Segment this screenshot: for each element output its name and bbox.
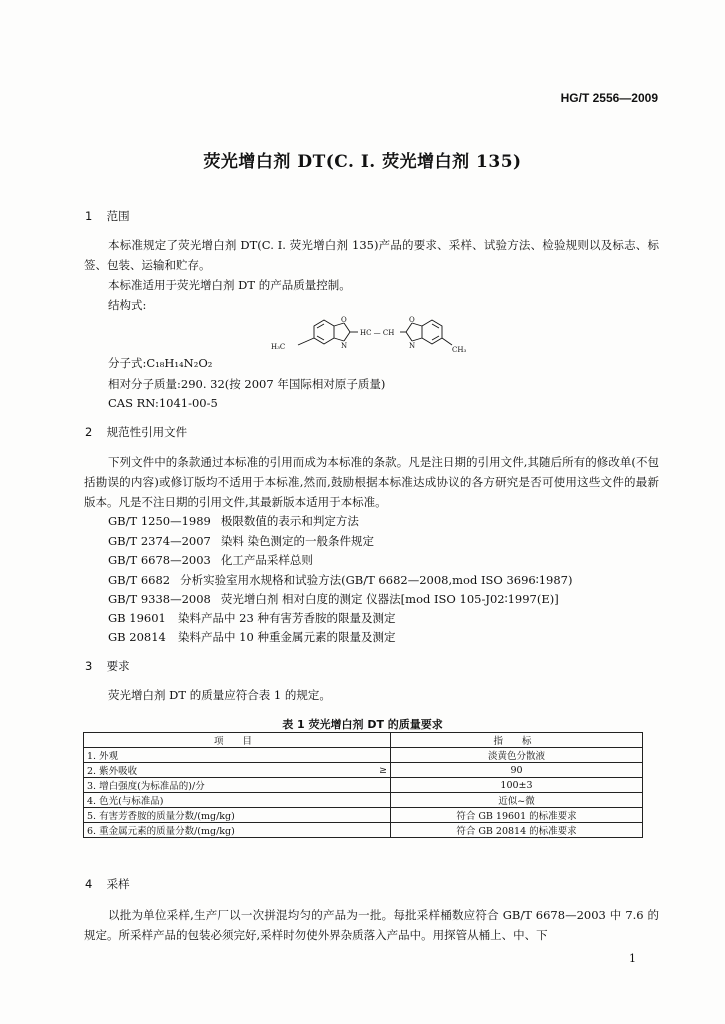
- section-number: 3: [85, 659, 93, 673]
- item-cell: 3. 增白强度(为标准品的)/分: [84, 778, 365, 793]
- molecular-mass: 相对分子质量:290. 32(按 2007 年国际相对原子质量): [108, 377, 386, 391]
- item-cell: 6. 重金属元素的质量分数/(mg/kg): [84, 823, 365, 838]
- table-header-row: [84, 733, 643, 748]
- section-title: 要求: [106, 659, 130, 673]
- reference-title: 荧光增白剂 相对白度的测定 仪器法[mod ISO 105-J02∶1997(E)]: [220, 592, 559, 606]
- reference-title: 染料 染色测定的一般条件规定: [220, 534, 375, 548]
- page-number: 1: [629, 952, 636, 965]
- reference-title: 染料产品中 10 种重金属元素的限量及测定: [178, 630, 396, 644]
- symbol-cell: [364, 793, 391, 808]
- reference-item: [108, 610, 395, 626]
- methyl-left: H₃C: [271, 343, 286, 351]
- oxygen-left: O: [341, 316, 347, 324]
- section-number: 1: [85, 209, 93, 223]
- section-4-heading: [85, 876, 130, 892]
- page-title: 荧光增白剂 DT(C. I. 荧光增白剂 135): [203, 152, 522, 172]
- reference-item: [108, 572, 572, 588]
- standard-code: HG/T 2556—2009: [560, 91, 658, 105]
- indicator-cell: 近似~微: [391, 793, 643, 808]
- reference-code: GB/T 6678—2003: [108, 553, 211, 567]
- section-number: 2: [85, 425, 93, 439]
- item-cell: 1. 外观: [84, 748, 365, 763]
- indicator-cell: 符合 GB 19601 的标准要求: [391, 808, 643, 823]
- nitrogen-left: N: [341, 342, 348, 350]
- scope-paragraph-2: 本标准适用于荧光增白剂 DT 的产品质量控制。: [108, 278, 351, 292]
- section-3-heading: [85, 658, 130, 674]
- structure-label: 结构式:: [108, 298, 147, 312]
- reference-item: [108, 629, 395, 645]
- sampling-paragraph: 以批为单位采样,生产厂以一次拼混均匀的产品为一批。每批采样桶数应符合 GB/T 6678—2003 中 7.6 的规定。所采样产品的包装必须完好,采样时勿使外界杂质落入产品中。用探管从桶上、中、下: [84, 908, 659, 942]
- symbol-cell: [364, 748, 391, 763]
- reference-code: GB/T 6682: [108, 573, 171, 587]
- reference-item: [108, 513, 359, 529]
- reference-code: GB/T 9338—2008: [108, 592, 211, 606]
- section-title: 采样: [106, 877, 130, 891]
- reference-code: GB 20814: [108, 630, 166, 644]
- item-cell: 5. 有害芳香胺的质量分数/(mg/kg): [84, 808, 365, 823]
- structural-formula-diagram: [270, 314, 470, 360]
- table-row: [84, 778, 643, 793]
- reference-title: 染料产品中 23 种有害芳香胺的限量及测定: [178, 611, 396, 625]
- column-header-indicator: 指 标: [391, 733, 643, 748]
- quality-requirements-table: [83, 732, 643, 838]
- section-title: 规范性引用文件: [106, 425, 188, 439]
- requirements-paragraph: 荧光增白剂 DT 的质量应符合表 1 的规定。: [108, 688, 331, 702]
- indicator-cell: 符合 GB 20814 的标准要求: [391, 823, 643, 838]
- reference-item: [108, 533, 374, 549]
- reference-code: GB 19601: [108, 611, 166, 625]
- cas-number: CAS RN:1041-00-5: [108, 396, 218, 410]
- reference-title: 分析实验室用水规格和试验方法(GB/T 6682—2008,mod ISO 3696∶1987): [180, 573, 573, 587]
- section-2-heading: [85, 424, 187, 440]
- symbol-cell: ≥: [364, 763, 391, 778]
- table-row: [84, 823, 643, 838]
- reference-item: [108, 552, 313, 568]
- oxygen-right: O: [409, 316, 415, 324]
- symbol-cell: [364, 778, 391, 793]
- scope-paragraph-1: 本标准规定了荧光增白剂 DT(C. I. 荧光增白剂 135)产品的要求、采样、试验方法、检验规则以及标志、标签、包装、运输和贮存。: [84, 238, 659, 272]
- table-row: [84, 808, 643, 823]
- nitrogen-right: N: [409, 342, 416, 350]
- symbol-cell: [364, 823, 391, 838]
- normative-paragraph: 下列文件中的条款通过本标准的引用而成为本标准的条款。凡是注日期的引用文件,其随后所有的修改单(不包括勘误的内容)或修订版均不适用于本标准,然而,鼓励根据本标准达成协议的各方研究是否可使用这些文件的最新版本。凡是不注日期的引用文件,其最新版本适用于本标准。: [84, 455, 659, 509]
- methyl-right: CH₃: [452, 346, 467, 354]
- reference-code: GB/T 2374—2007: [108, 534, 211, 548]
- symbol-cell: [364, 808, 391, 823]
- item-cell: 2. 紫外吸收: [84, 763, 365, 778]
- section-number: 4: [85, 877, 93, 891]
- section-1-heading: [85, 208, 130, 224]
- column-header-item: 项 目: [84, 733, 391, 748]
- reference-title: 极限数值的表示和判定方法: [220, 514, 359, 528]
- table-row: [84, 793, 643, 808]
- reference-item: [108, 591, 559, 607]
- indicator-cell: 90: [391, 763, 643, 778]
- reference-title: 化工产品采样总则: [220, 553, 313, 567]
- table-row: [84, 748, 643, 763]
- indicator-cell: 淡黄色分散液: [391, 748, 643, 763]
- molecular-formula: 分子式:C₁₈H₁₄N₂O₂: [108, 356, 213, 370]
- table-row: [84, 763, 643, 778]
- vinylene-link: HC — CH: [360, 329, 395, 337]
- reference-code: GB/T 1250—1989: [108, 514, 211, 528]
- section-title: 范围: [106, 209, 130, 223]
- item-cell: 4. 色光(与标准品): [84, 793, 365, 808]
- indicator-cell: 100±3: [391, 778, 643, 793]
- table-caption: 表 1 荧光增白剂 DT 的质量要求: [282, 718, 443, 731]
